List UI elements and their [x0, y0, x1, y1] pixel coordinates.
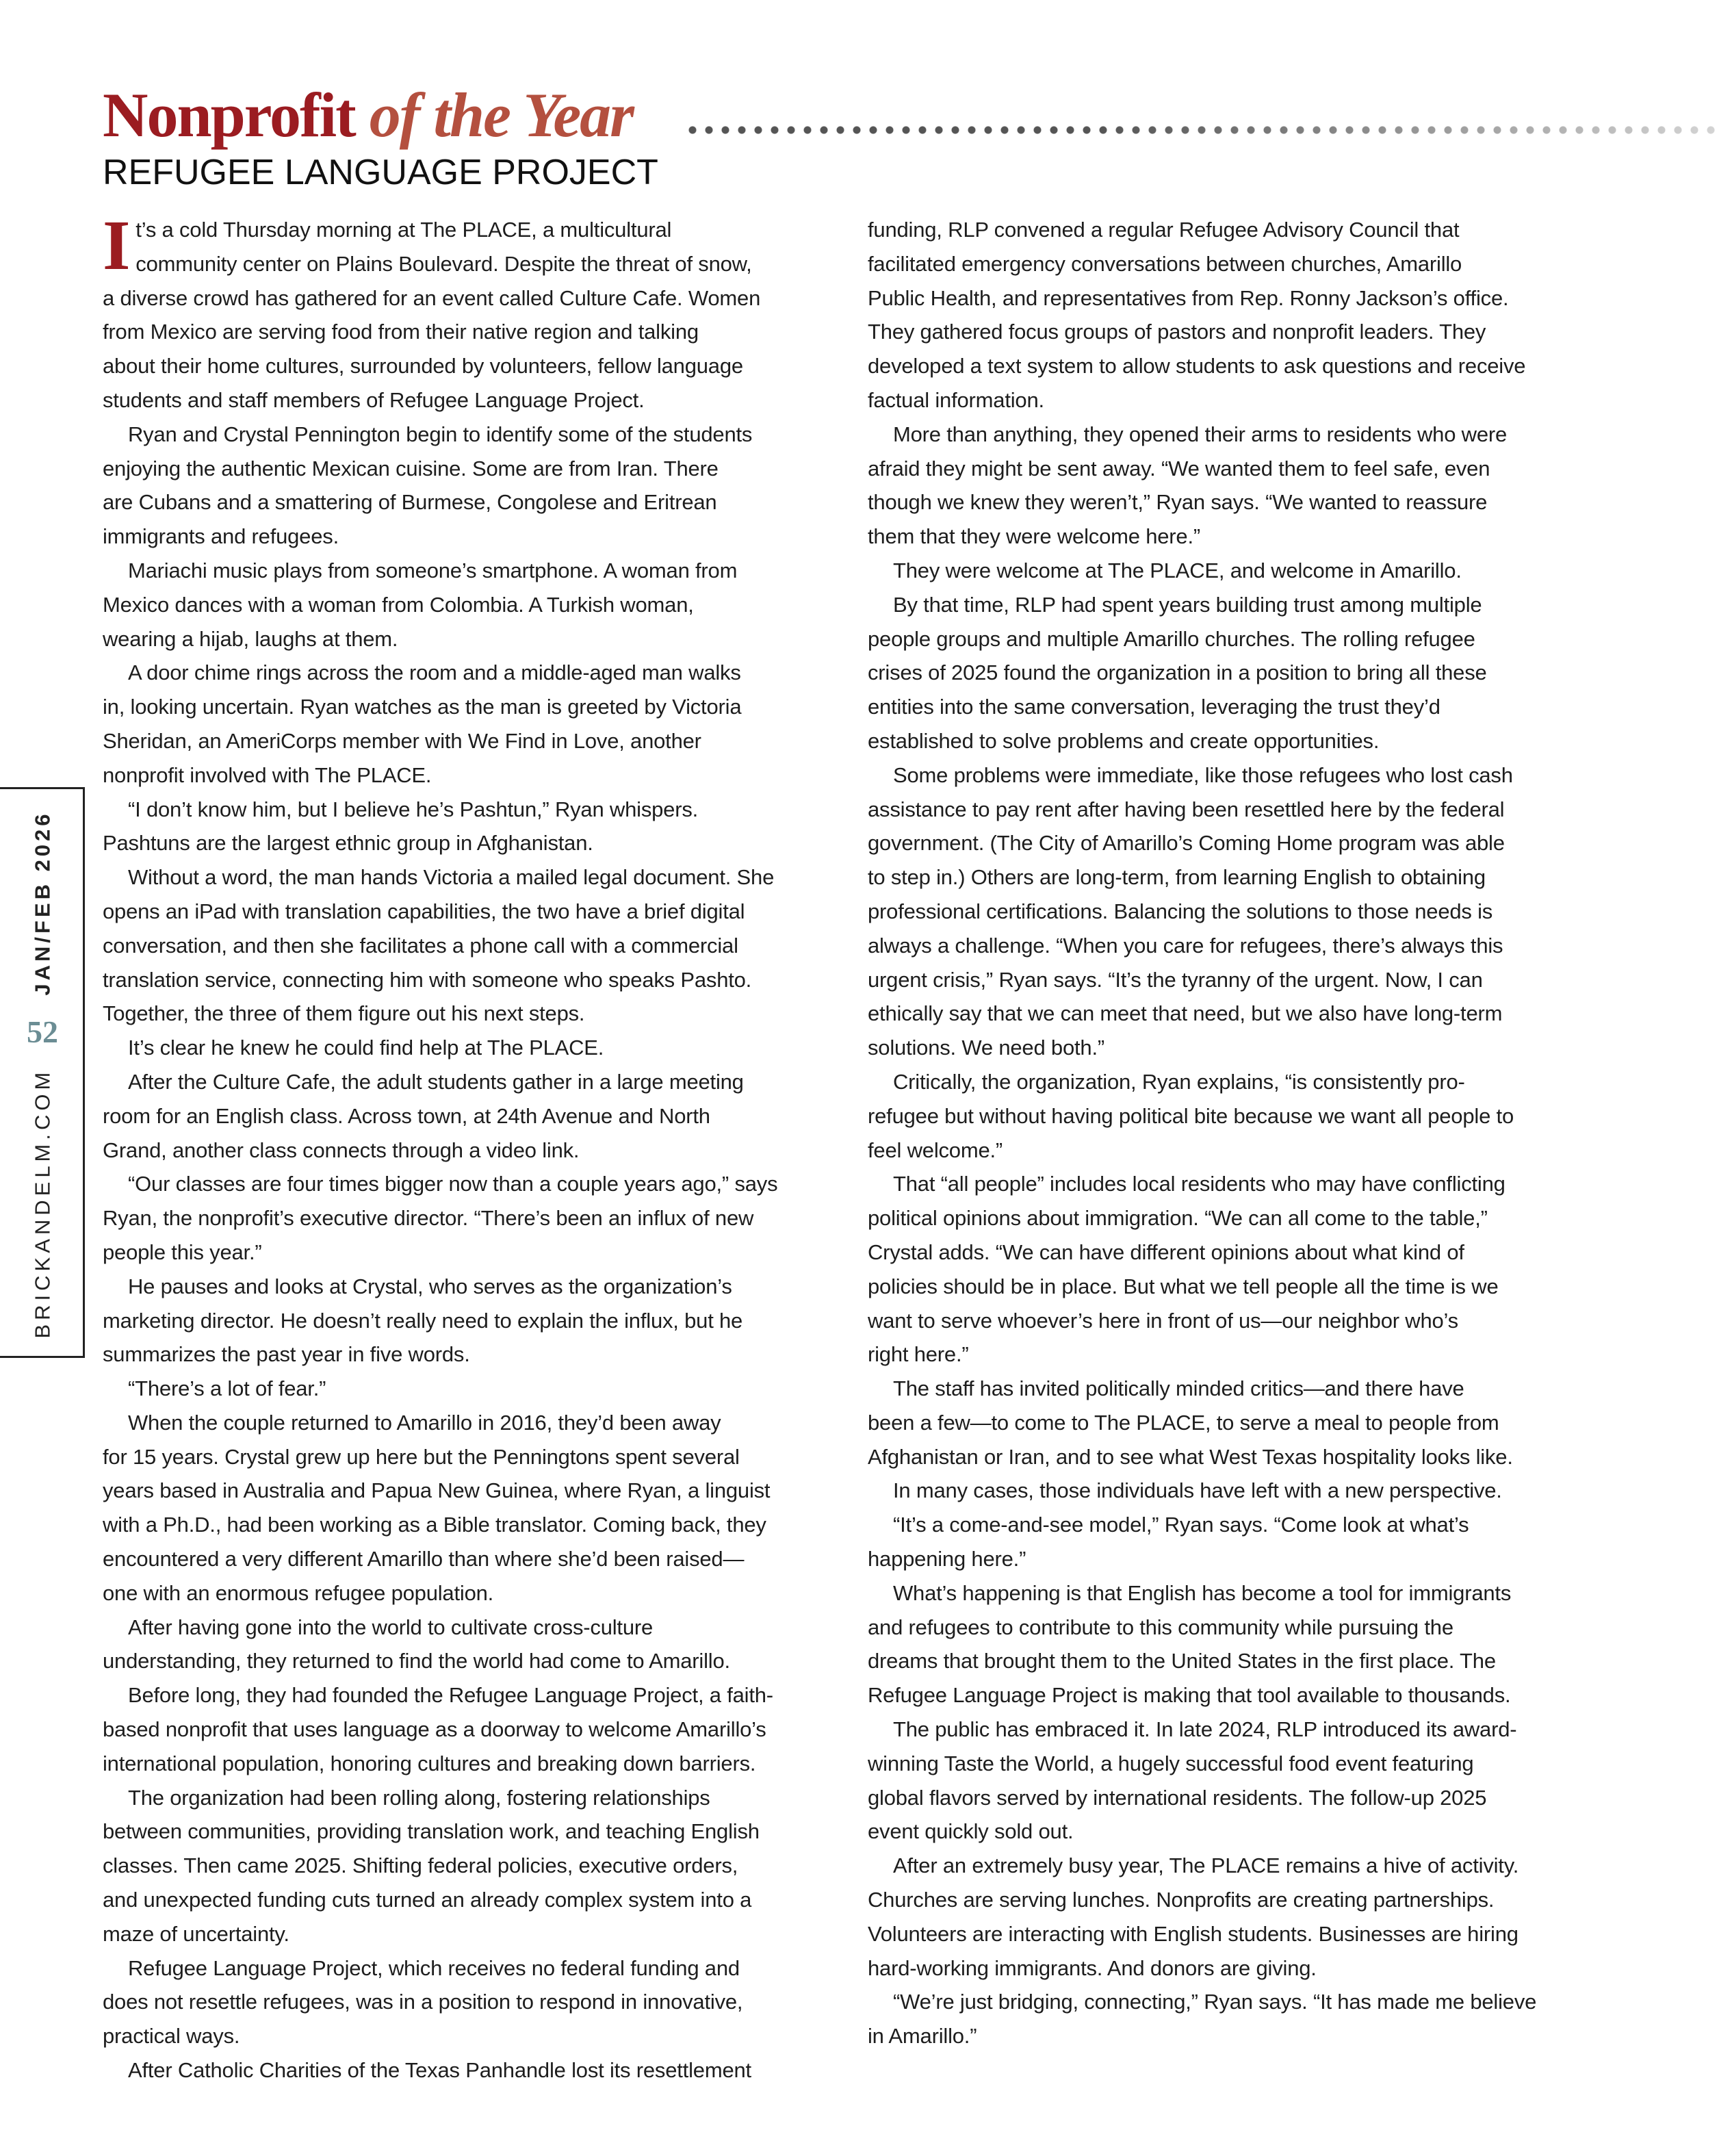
text-line: “It’s a come-and-see model,” Ryan says. “Come look at what’s: [893, 1513, 1469, 1537]
text-line: afraid they might be sent away. “We wanted them to feel safe, even: [868, 456, 1490, 480]
text-line: event quickly sold out.: [868, 1819, 1074, 1844]
text-line: with a Ph.D., had been working as a Bible translator. Coming back, they: [103, 1513, 766, 1537]
article-paragraph: [103, 206, 849, 418]
text-line: translation service, connecting him with someone who speaks Pashto.: [103, 967, 752, 992]
text-line: Churches are serving lunches. Nonprofits are creating partnerships.: [868, 1888, 1495, 1912]
text-line: in, looking uncertain. Ryan watches as the man is greeted by Victoria: [103, 695, 742, 719]
text-line: Afghanistan or Iran, and to see what West Texas hospitality looks like.: [868, 1444, 1513, 1469]
text-line: Refugee Language Project is making that tool available to thousands.: [868, 1683, 1511, 1708]
text-line: After the Culture Cafe, the adult students gather in a large meeting: [128, 1069, 744, 1094]
text-line: political opinions about immigration. “We can all come to the table,”: [868, 1206, 1488, 1231]
text-line: That “all people” includes local residents who may have conflicting: [893, 1172, 1505, 1196]
text-line: to step in.) Others are long-term, from learning English to obtaining: [868, 865, 1486, 890]
title-main: Nonprofit: [103, 80, 355, 150]
text-line: crises of 2025 found the organization in a position to bring all these: [868, 660, 1487, 685]
text-line: “I don’t know him, but I believe he’s Pashtun,” Ryan whispers.: [128, 797, 699, 821]
text-line: dreams that brought them to the United States in the first place. The: [868, 1649, 1496, 1673]
dotted-rule: [684, 125, 1719, 136]
text-line: “Our classes are four times bigger now than a couple years ago,” says: [128, 1172, 778, 1196]
article-paragraph: [103, 1270, 849, 1372]
page-number: 52: [27, 1014, 58, 1050]
text-line: want to serve whoever’s here in front of us—our neighbor who’s: [868, 1308, 1458, 1333]
text-line: Ryan, the nonprofit’s executive director. “There’s been an influx of new: [103, 1206, 754, 1231]
article-paragraph: [103, 1951, 849, 2053]
text-line: and refugees to contribute to this community while pursuing the: [868, 1615, 1453, 1639]
article-paragraph: [103, 1406, 849, 1610]
text-line: summarizes the past year in five words.: [103, 1342, 470, 1367]
article-paragraph: [103, 1610, 849, 1679]
text-line: one with an enormous refugee population.: [103, 1580, 494, 1605]
text-line: does not resettle refugees, was in a position to respond in innovative,: [103, 1990, 743, 2014]
article-paragraph: [868, 1849, 1614, 1985]
text-line: Ryan and Crystal Pennington begin to identify some of the students: [128, 422, 753, 446]
text-line: They were welcome at The PLACE, and welcome in Amarillo.: [893, 558, 1462, 582]
text-line: Sheridan, an AmeriCorps member with We Find in Love, another: [103, 728, 701, 753]
article-paragraph: [868, 1985, 1614, 2053]
article-column-left: [103, 206, 849, 2088]
text-line: Together, the three of them figure out his next steps.: [103, 1001, 585, 1026]
text-line: ethically say that we can meet that need, but we also have long-term: [868, 1001, 1503, 1026]
text-line: practical ways.: [103, 2024, 240, 2049]
page-folio: [0, 787, 85, 1358]
text-line: Before long, they had founded the Refugee Language Project, a faith-: [128, 1683, 773, 1708]
article-paragraph: [103, 656, 849, 792]
text-line: nonprofit involved with The PLACE.: [103, 762, 432, 787]
text-line: Crystal adds. “We can have different opinions about what kind of: [868, 1240, 1464, 1264]
text-line: opens an iPad with translation capabilities, the two have a brief digital: [103, 899, 745, 923]
text-line: Grand, another class connects through a video link.: [103, 1138, 580, 1162]
page-title: [103, 81, 633, 149]
text-line: He pauses and looks at Crystal, who serves as the organization’s: [128, 1274, 732, 1298]
article-paragraph: [868, 418, 1614, 554]
text-line: Public Health, and representatives from Rep. Ronny Jackson’s office.: [868, 285, 1509, 310]
text-line: about their home cultures, surrounded by volunteers, fellow language: [103, 354, 743, 378]
text-line: factual information.: [868, 387, 1044, 412]
text-line: government. (The City of Amarillo’s Coming Home program was able: [868, 831, 1505, 856]
article-paragraph: [868, 1576, 1614, 1712]
text-line: established to solve problems and create opportunities.: [868, 728, 1380, 753]
article-subtitle: REFUGEE LANGUAGE PROJECT: [103, 153, 658, 192]
text-line: It’s clear he knew he could find help at The PLACE.: [128, 1036, 604, 1060]
text-line: More than anything, they opened their arms to residents who were: [893, 422, 1508, 446]
text-line: students and staff members of Refugee Language Project.: [103, 387, 645, 412]
text-line: winning Taste the World, a hugely successful food event featuring: [868, 1751, 1474, 1775]
article-paragraph: [868, 1167, 1614, 1372]
article-paragraph: [103, 418, 849, 554]
text-line: and unexpected funding cuts turned an already complex system into a: [103, 1888, 752, 1912]
text-line: people this year.”: [103, 1240, 262, 1264]
text-line: conversation, and then she facilitates a phone call with a commercial: [103, 933, 738, 958]
article-paragraph: [868, 1508, 1614, 1576]
text-line: Mexico dances with a woman from Colombia. A Turkish woman,: [103, 592, 694, 617]
text-line: The organization had been rolling along, fostering relationships: [128, 1785, 710, 1810]
text-line: room for an English class. Across town, at 24th Avenue and North: [103, 1103, 710, 1128]
text-line: After having gone into the world to cultivate cross-culture: [128, 1615, 654, 1639]
text-line: been a few—to come to The PLACE, to serve a meal to people from: [868, 1410, 1499, 1435]
article-paragraph: [868, 758, 1614, 1065]
text-line: Mariachi music plays from someone’s smartphone. A woman from: [128, 558, 738, 582]
text-line: years based in Australia and Papua New Guinea, where Ryan, a linguist: [103, 1478, 771, 1503]
article-paragraph: [103, 2053, 849, 2088]
article-paragraph: [103, 1065, 849, 1167]
text-line: In many cases, those individuals have left with a new perspective.: [893, 1478, 1502, 1503]
text-line: The staff has invited politically minded critics—and there have: [893, 1376, 1464, 1401]
text-line: hard-working immigrants. And donors are giving.: [868, 1955, 1317, 1980]
text-line: between communities, providing translation work, and teaching English: [103, 1819, 760, 1844]
text-line: right here.”: [868, 1342, 969, 1367]
text-line: Critically, the organization, Ryan explains, “is consistently pro-: [893, 1069, 1465, 1094]
text-line: Volunteers are interacting with English students. Businesses are hiring: [868, 1921, 1518, 1946]
text-line: people groups and multiple Amarillo churches. The rolling refugee: [868, 626, 1475, 651]
text-line: global flavors served by international residents. The follow-up 2025: [868, 1785, 1487, 1810]
text-line: marketing director. He doesn’t really need to explain the influx, but he: [103, 1308, 743, 1333]
text-line: a diverse crowd has gathered for an event called Culture Cafe. Women: [103, 285, 761, 310]
website-label: BRICKANDELM.COM: [30, 1068, 54, 1339]
text-line: When the couple returned to Amarillo in 2016, they’d been away: [128, 1410, 721, 1435]
text-line: “We’re just bridging, connecting,” Ryan says. “It has made me believe: [893, 1990, 1537, 2014]
text-line: immigrants and refugees.: [103, 524, 339, 549]
text-line: The public has embraced it. In late 2024, RLP introduced its award-: [893, 1717, 1517, 1742]
text-line: After an extremely busy year, The PLACE remains a hive of activity.: [893, 1853, 1519, 1878]
article-paragraph: [103, 1372, 849, 1406]
text-line: for 15 years. Crystal grew up here but the Penningtons spent several: [103, 1444, 740, 1469]
text-line: Some problems were immediate, like those refugees who lost cash: [893, 762, 1513, 787]
article-paragraph: [103, 554, 849, 656]
article-paragraph: [868, 213, 1614, 418]
drop-cap: I: [103, 206, 131, 285]
text-line: community center on Plains Boulevard. Despite the threat of snow,: [135, 251, 752, 276]
text-line: in Amarillo.”: [868, 2024, 977, 2049]
text-line: professional certifications. Balancing the solutions to those needs is: [868, 899, 1493, 923]
text-line: are Cubans and a smattering of Burmese, Congolese and Eritrean: [103, 490, 717, 515]
article-paragraph: [868, 1372, 1614, 1474]
text-line: policies should be in place. But what we tell people all the time is we: [868, 1274, 1499, 1298]
article-paragraph: [868, 1712, 1614, 1849]
text-line: refugee but without having political bite because we want all people to: [868, 1103, 1514, 1128]
text-line: Pashtuns are the largest ethnic group in Afghanistan.: [103, 831, 593, 856]
article-column-right: [868, 213, 1614, 2053]
text-line: assistance to pay rent after having been resettled here by the federal: [868, 797, 1505, 821]
article-paragraph: [103, 1167, 849, 1269]
text-line: solutions. We need both.”: [868, 1036, 1104, 1060]
title-accent: of the Year: [369, 80, 633, 150]
article-paragraph: [103, 1678, 849, 1780]
text-line: wearing a hijab, laughs at them.: [103, 626, 398, 651]
text-line: funding, RLP convened a regular Refugee Advisory Council that: [868, 218, 1460, 242]
text-line: What’s happening is that English has become a tool for immigrants: [893, 1580, 1512, 1605]
text-line: based nonprofit that uses language as a doorway to welcome Amarillo’s: [103, 1717, 766, 1742]
article-paragraph: [868, 1474, 1614, 1508]
text-line: developed a text system to allow students to ask questions and receive: [868, 354, 1526, 378]
text-line: maze of uncertainty.: [103, 1921, 289, 1946]
text-line: enjoying the authentic Mexican cuisine. Some are from Iran. There: [103, 456, 719, 480]
article-paragraph: [103, 793, 849, 861]
text-line: international population, honoring cultures and breaking down barriers.: [103, 1751, 756, 1775]
text-line: them that they were welcome here.”: [868, 524, 1200, 549]
text-line: classes. Then came 2025. Shifting federal policies, executive orders,: [103, 1853, 738, 1878]
article-paragraph: [103, 860, 849, 1031]
text-line: entities into the same conversation, leveraging the trust they’d: [868, 695, 1440, 719]
text-line: always a challenge. “When you care for refugees, there’s always this: [868, 933, 1503, 958]
article-paragraph: [868, 554, 1614, 588]
text-line: A door chime rings across the room and a middle-aged man walks: [128, 660, 741, 685]
article-paragraph: [868, 588, 1614, 758]
text-line: encountered a very different Amarillo than where she’d been raised—: [103, 1547, 745, 1571]
text-line: urgent crisis,” Ryan says. “It’s the tyranny of the urgent. Now, I can: [868, 967, 1483, 992]
article-paragraph: [868, 1065, 1614, 1167]
text-line: They gathered focus groups of pastors and nonprofit leaders. They: [868, 320, 1486, 344]
text-line: By that time, RLP had spent years building trust among multiple: [893, 592, 1482, 617]
text-line: t’s a cold Thursday morning at The PLACE, a multicultural: [135, 218, 672, 242]
issue-date: JAN/FEB 2026: [30, 810, 54, 996]
text-line: though we knew they weren’t,” Ryan says. “We wanted to reassure: [868, 490, 1488, 515]
text-line: “There’s a lot of fear.”: [128, 1376, 326, 1401]
text-line: understanding, they returned to find the world had come to Amarillo.: [103, 1649, 730, 1673]
text-line: feel welcome.”: [868, 1138, 1003, 1162]
text-line: Refugee Language Project, which receives no federal funding and: [128, 1955, 740, 1980]
text-line: facilitated emergency conversations between churches, Amarillo: [868, 251, 1462, 276]
text-line: After Catholic Charities of the Texas Panhandle lost its resettlement: [128, 2058, 751, 2083]
text-line: from Mexico are serving food from their native region and talking: [103, 320, 699, 344]
text-line: Without a word, the man hands Victoria a mailed legal document. She: [128, 865, 775, 890]
article-paragraph: [103, 1781, 849, 1951]
article-paragraph: [103, 1031, 849, 1065]
text-line: happening here.”: [868, 1547, 1026, 1571]
